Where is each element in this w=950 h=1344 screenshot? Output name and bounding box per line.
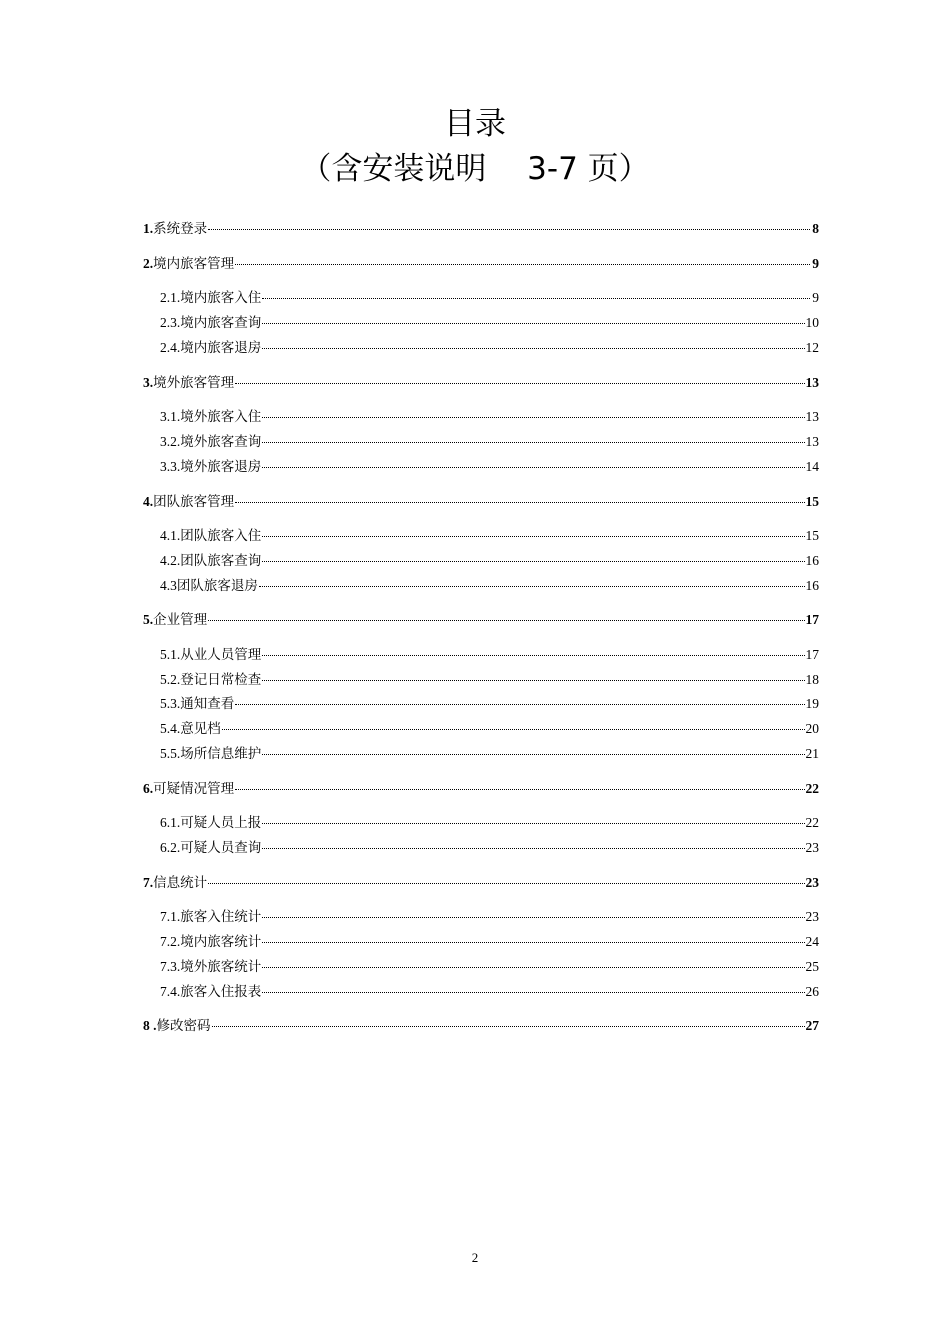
toc-entry-label: 境内旅客管理 bbox=[153, 256, 235, 272]
toc-entry-number: 3.3. bbox=[160, 459, 181, 474]
toc-dot-leader bbox=[235, 382, 804, 384]
toc-dot-leader bbox=[262, 847, 804, 849]
toc-entry-number: 7.1. bbox=[160, 909, 181, 924]
toc-entry-label: 可疑人员查询 bbox=[180, 840, 262, 856]
toc-entry-label: 境外旅客管理 bbox=[153, 375, 235, 391]
toc-entry-number: 6.2. bbox=[160, 840, 181, 855]
toc-subsection-entry[interactable] bbox=[160, 551, 819, 571]
toc-entry-page: 17 bbox=[805, 647, 819, 662]
toc-subsection-entry[interactable] bbox=[160, 694, 819, 714]
toc-entry-label: 境内旅客入住 bbox=[180, 290, 262, 306]
toc-entry-label: 通知查看 bbox=[180, 696, 235, 712]
toc-entry-label: 团队旅客查询 bbox=[180, 553, 262, 569]
toc-dot-leader bbox=[262, 466, 804, 468]
toc-section-entry[interactable] bbox=[143, 219, 819, 239]
toc-entry-number: 5.4. bbox=[160, 721, 181, 736]
toc-entry-label: 境内旅客退房 bbox=[180, 340, 262, 356]
toc-entry-page: 9 bbox=[812, 256, 819, 271]
toc-dot-leader bbox=[259, 585, 805, 587]
toc-entry-label: 登记日常检查 bbox=[180, 672, 262, 688]
toc-section-entry[interactable] bbox=[143, 492, 819, 512]
toc-subsection-entry[interactable] bbox=[160, 288, 819, 308]
toc-entry-page: 25 bbox=[805, 959, 819, 974]
toc-subsection-entry[interactable] bbox=[160, 670, 819, 690]
toc-dot-leader bbox=[235, 501, 804, 503]
toc-entry-label: 境内旅客统计 bbox=[180, 934, 262, 950]
toc-subsection-entry[interactable] bbox=[160, 645, 819, 665]
toc-subsection-entry[interactable] bbox=[160, 932, 819, 952]
toc-entry-page: 12 bbox=[805, 340, 819, 355]
toc-section-entry[interactable] bbox=[143, 610, 819, 630]
toc-entry-number: 5.1. bbox=[160, 647, 181, 662]
toc-entry-label: 境外旅客退房 bbox=[180, 459, 262, 475]
toc-subsection-entry[interactable] bbox=[160, 744, 819, 764]
toc-entry-number: 3. bbox=[143, 375, 154, 390]
toc-dot-leader bbox=[235, 263, 810, 265]
toc-entry-page: 20 bbox=[805, 721, 819, 736]
toc-entry-number: 2.1. bbox=[160, 290, 181, 305]
toc-section-entry[interactable] bbox=[143, 1016, 819, 1036]
page-title: 目录 bbox=[444, 106, 506, 142]
toc-subsection-entry[interactable] bbox=[160, 457, 819, 477]
toc-dot-leader bbox=[262, 654, 804, 656]
toc-entry-label: 境外旅客统计 bbox=[180, 959, 262, 975]
toc-entry-page: 13 bbox=[805, 375, 819, 390]
toc-entry-label: 境外旅客查询 bbox=[180, 434, 262, 450]
toc-entry-page: 17 bbox=[805, 612, 819, 627]
toc-dot-leader bbox=[208, 882, 804, 884]
toc-entry-label: 境外旅客入住 bbox=[180, 409, 262, 425]
toc-section-entry[interactable] bbox=[143, 254, 819, 274]
toc-entry-label: 信息统计 bbox=[153, 875, 208, 891]
toc-entry-number: 1. bbox=[143, 221, 154, 236]
toc-entry-page: 15 bbox=[805, 494, 819, 509]
toc-subsection-entry[interactable] bbox=[160, 907, 819, 927]
toc-dot-leader bbox=[262, 322, 804, 324]
page-subtitle: （含安装说明 3-7 页） bbox=[300, 151, 650, 187]
toc-dot-leader bbox=[222, 728, 805, 730]
toc-dot-leader bbox=[262, 297, 810, 299]
toc-entry-number: 2.3. bbox=[160, 315, 181, 330]
page-number: 2 bbox=[471, 1250, 479, 1265]
toc-subsection-entry[interactable] bbox=[160, 719, 819, 739]
toc-entry-page: 24 bbox=[805, 934, 819, 949]
toc-dot-leader bbox=[262, 941, 804, 943]
toc-subsection-entry[interactable] bbox=[160, 982, 819, 1002]
toc-entry-number: 7.2. bbox=[160, 934, 181, 949]
toc-entry-page: 22 bbox=[805, 781, 819, 796]
toc-entry-page: 15 bbox=[805, 528, 819, 543]
toc-dot-leader bbox=[208, 619, 804, 621]
toc-entry-page: 8 bbox=[812, 221, 819, 236]
toc-entry-page: 23 bbox=[805, 840, 819, 855]
toc-entry-label: 场所信息维护 bbox=[180, 746, 262, 762]
toc-entry-page: 21 bbox=[805, 746, 819, 761]
toc-entry-label: 旅客入住统计 bbox=[180, 909, 262, 925]
toc-entry-page: 23 bbox=[805, 875, 819, 890]
toc-entry-number: 4.3 bbox=[160, 578, 177, 593]
toc-dot-leader bbox=[262, 416, 804, 418]
toc-entry-label: 团队旅客退房 bbox=[176, 578, 258, 594]
toc-entry-page: 10 bbox=[805, 315, 819, 330]
toc-section-entry[interactable] bbox=[143, 873, 819, 893]
toc-entry-page: 16 bbox=[805, 578, 819, 593]
toc-dot-leader bbox=[262, 560, 804, 562]
toc-entry-number: 4.2. bbox=[160, 553, 181, 568]
toc-entry-number: 2. bbox=[143, 256, 154, 271]
toc-subsection-entry[interactable] bbox=[160, 338, 819, 358]
toc-subsection-entry[interactable] bbox=[160, 432, 819, 452]
toc-entry-number: 7. bbox=[143, 875, 154, 890]
toc-section-entry[interactable] bbox=[143, 373, 819, 393]
toc-dot-leader bbox=[262, 679, 804, 681]
toc-entry-page: 26 bbox=[805, 984, 819, 999]
toc-entry-number: 6. bbox=[143, 781, 154, 796]
toc-entry-page: 13 bbox=[805, 409, 819, 424]
toc-entry-page: 22 bbox=[805, 815, 819, 830]
toc-dot-leader bbox=[212, 1025, 805, 1027]
toc-entry-label: 旅客入住报表 bbox=[180, 984, 262, 1000]
toc-entry-number: 5.3. bbox=[160, 696, 181, 711]
toc-entry-label: 系统登录 bbox=[153, 221, 208, 237]
toc-subsection-entry[interactable] bbox=[160, 313, 819, 333]
toc-entry-number: 5. bbox=[143, 612, 154, 627]
toc-section-entry[interactable] bbox=[143, 779, 819, 799]
toc-subsection-entry[interactable] bbox=[160, 576, 819, 596]
toc-entry-number: 3.1. bbox=[160, 409, 181, 424]
toc-entry-number: 5.2. bbox=[160, 672, 181, 687]
toc-subsection-entry[interactable] bbox=[160, 957, 819, 977]
toc-dot-leader bbox=[235, 703, 804, 705]
toc-entry-label: 团队旅客管理 bbox=[153, 494, 235, 510]
toc-dot-leader bbox=[262, 441, 804, 443]
toc-subsection-entry[interactable] bbox=[160, 813, 819, 833]
toc-entry-label: 修改密码 bbox=[156, 1018, 211, 1034]
toc-subsection-entry[interactable] bbox=[160, 526, 819, 546]
toc-entry-number: 4. bbox=[143, 494, 154, 509]
toc-entry-label: 可疑情况管理 bbox=[153, 781, 235, 797]
toc-entry-label: 意见档 bbox=[180, 721, 221, 737]
toc-dot-leader bbox=[262, 822, 804, 824]
toc-entry-number: 7.4. bbox=[160, 984, 181, 999]
toc-dot-leader bbox=[262, 347, 804, 349]
toc-entry-number: 3.2. bbox=[160, 434, 181, 449]
toc-entry-page: 18 bbox=[805, 672, 819, 687]
toc-entry-page: 14 bbox=[805, 459, 819, 474]
toc-entry-page: 19 bbox=[805, 696, 819, 711]
toc-entry-page: 9 bbox=[812, 290, 819, 305]
toc-entry-label: 从业人员管理 bbox=[180, 647, 262, 663]
toc-entry-label: 企业管理 bbox=[153, 612, 208, 628]
toc-entry-label: 团队旅客入住 bbox=[180, 528, 262, 544]
toc-entry-label: 可疑人员上报 bbox=[180, 815, 262, 831]
toc-entry-label: 境内旅客查询 bbox=[180, 315, 262, 331]
toc-dot-leader bbox=[262, 966, 804, 968]
toc-dot-leader bbox=[262, 753, 804, 755]
toc-dot-leader bbox=[262, 916, 804, 918]
toc-dot-leader bbox=[235, 788, 804, 790]
toc-dot-leader bbox=[262, 991, 804, 993]
toc-entry-number: 7.3. bbox=[160, 959, 181, 974]
toc-entry-number: 2.4. bbox=[160, 340, 181, 355]
toc-entry-page: 13 bbox=[805, 434, 819, 449]
toc-entry-number: 8 . bbox=[143, 1018, 157, 1033]
toc-entry-number: 6.1. bbox=[160, 815, 181, 830]
toc-subsection-entry[interactable] bbox=[160, 838, 819, 858]
toc-entry-page: 16 bbox=[805, 553, 819, 568]
toc-dot-leader bbox=[262, 535, 804, 537]
toc-entry-number: 4.1. bbox=[160, 528, 181, 543]
toc-entry-page: 23 bbox=[805, 909, 819, 924]
toc-dot-leader bbox=[208, 228, 810, 230]
toc-subsection-entry[interactable] bbox=[160, 407, 819, 427]
toc-entry-number: 5.5. bbox=[160, 746, 181, 761]
toc-entry-page: 27 bbox=[805, 1018, 819, 1033]
